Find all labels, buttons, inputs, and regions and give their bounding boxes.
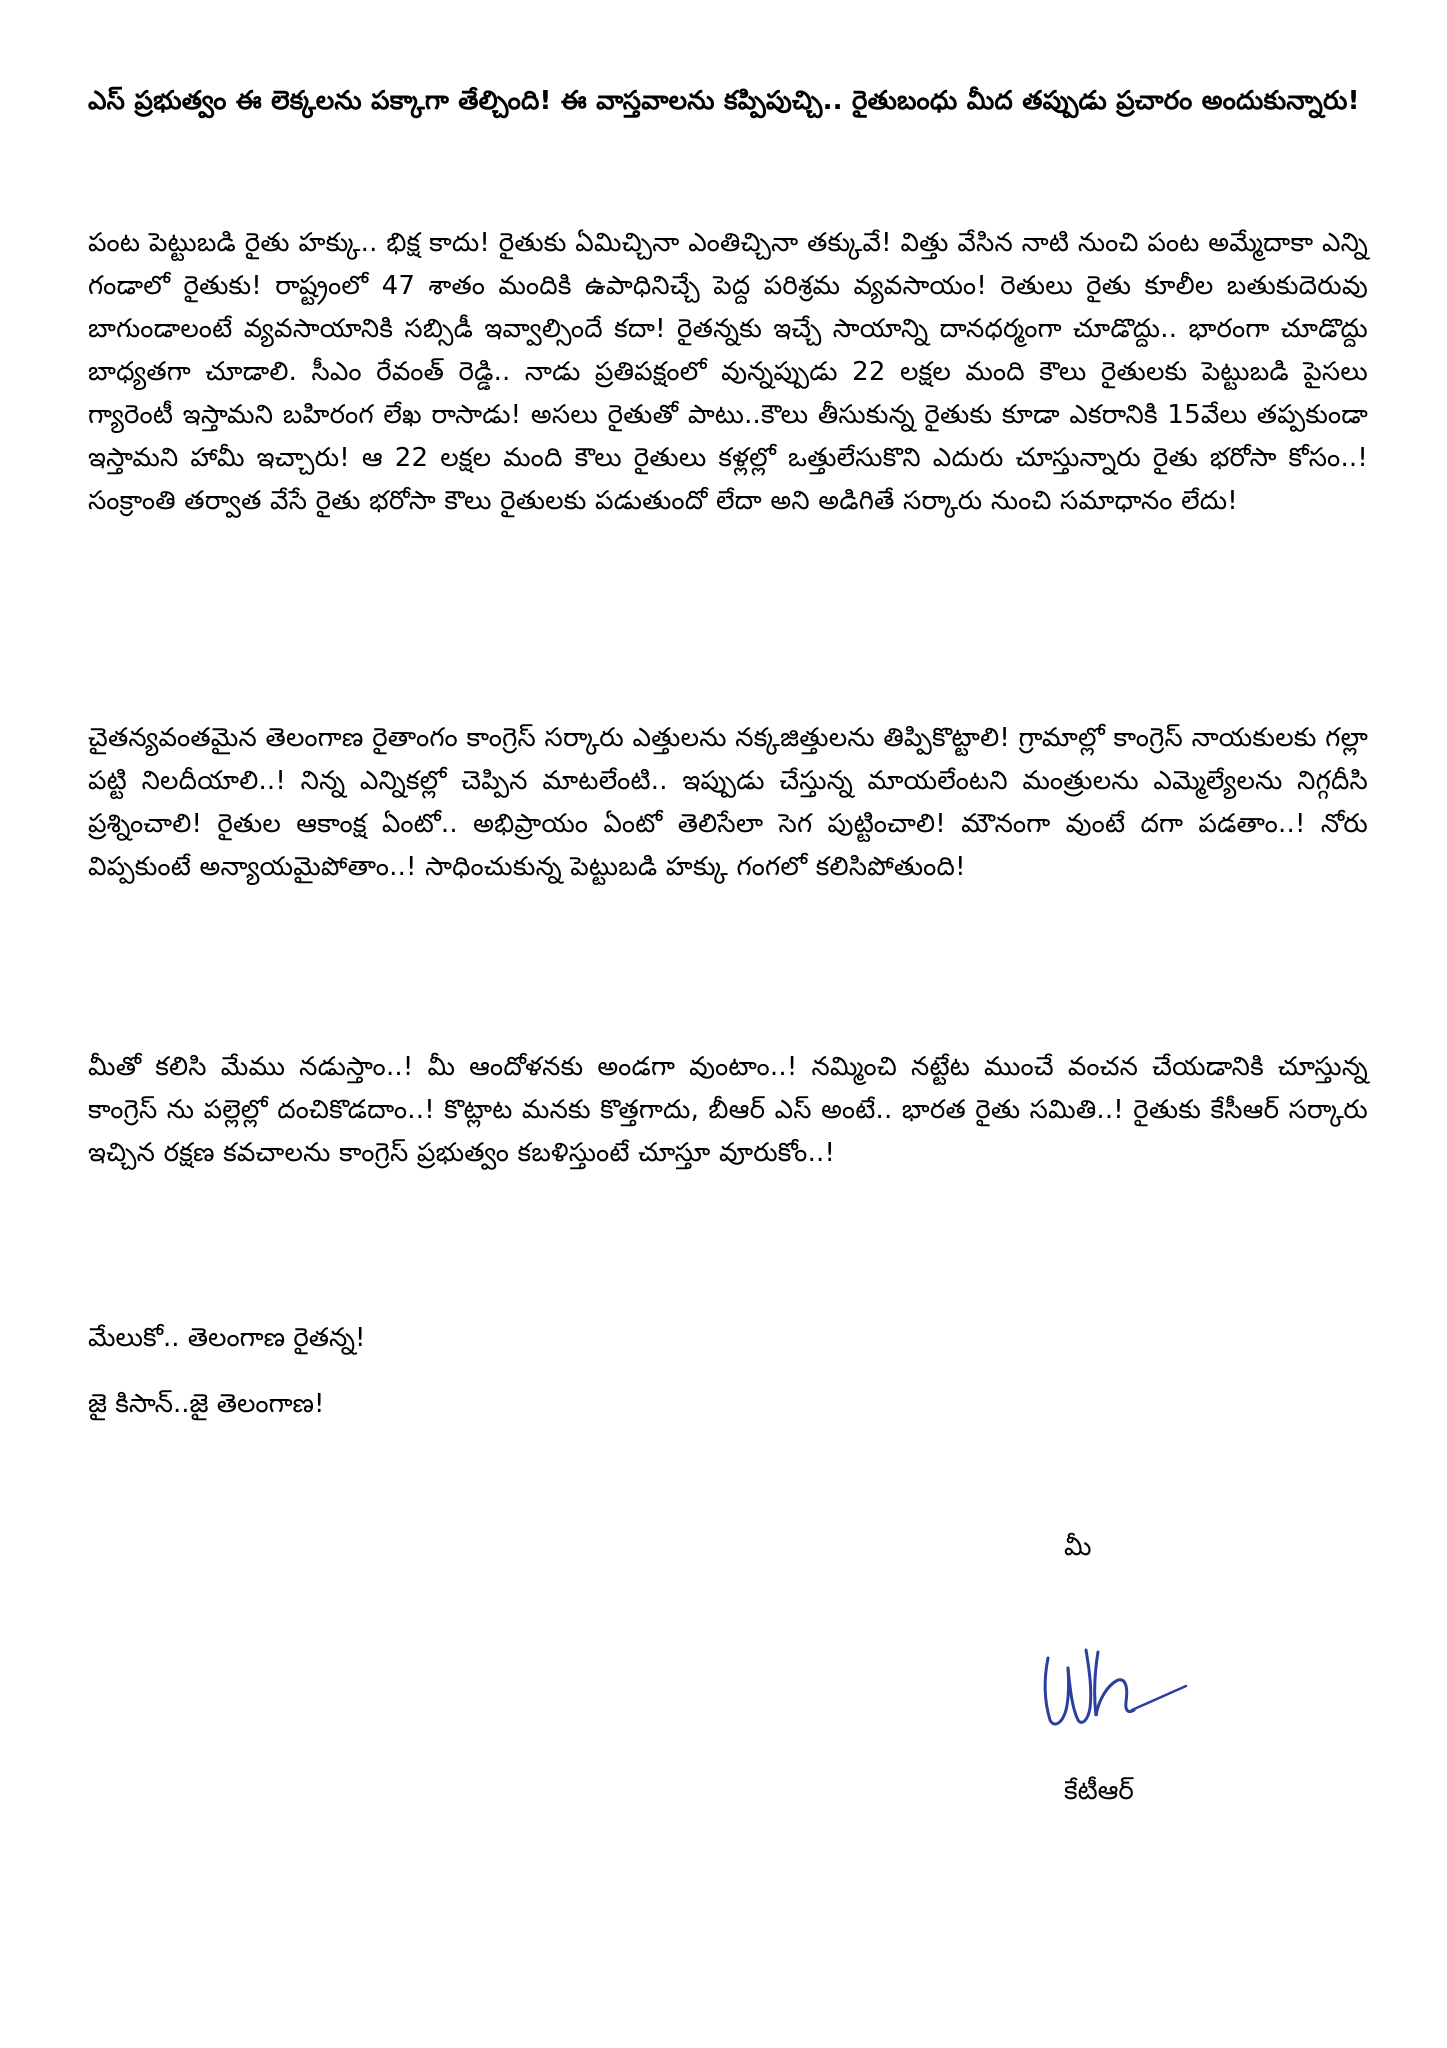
handwritten-signature: [1036, 1628, 1196, 1738]
yours-label: మీ: [1064, 1532, 1092, 1562]
paragraph-1: పంట పెట్టుబడి రైతు హక్కు.. భిక్ష కాదు! రైతుకు ఏమిచ్చినా ఎంతిచ్చినా తక్కువే! విత్తు వేసిన నాటి నుంచి పంట అమ్మేదాకా ఎన్ని గండాలో రైతుకు! రాష్ట్రంలో 47 శాతం మందికి ఉపాధినిచ్చే పెద్ద పరిశ్రమ వ్యవసాయం! రెతులు రైతు కూలీల బతుకుదెరువు బాగుండాలంటే వ్యవసాయానికి సబ్సిడీ ఇవ్వాల్సిందే కదా! రైతన్నకు ఇచ్చే సాయాన్ని దానధర్మంగా చూడొద్దు.. భారంగా చూడొద్దు బాధ్యతగా చూడాలి. సీఎం రేవంత్ రెడ్డి.. నాడు ప్రతిపక్షంలో వున్నప్పుడు 22 లక్షల మంది కౌలు రైతులకు పెట్టుబడి పైసలు గ్యారెంటీ ఇస్తామని బహిరంగ లేఖ రాసాడు! అసలు రైతుతో పాటు..కౌలు తీసుకున్న రైతుకు కూడా ఎకరానికి 15వేలు తప్పకుండా ఇస్తామని హామీ ఇచ్చారు! ఆ 22 లక్షల మంది కౌలు రైతులు కళ్లల్లో ఒత్తులేసుకొని ఎదురు చూస్తున్నారు రైతు భరోసా కోసం..! సంక్రాంతి తర్వాత వేసే రైతు భరోసా కౌలు రైతులకు పడుతుందో లేదా అని అడిగితే సర్కారు నుంచి సమాధానం లేదు!: [88, 228, 1368, 516]
paragraph-2: చైతన్యవంతమైన తెలంగాణ రైతాంగం కాంగ్రెస్ సర్కారు ఎత్తులను నక్కజిత్తులను తిప్పికొట్టాలి! గ్రామాల్లో కాంగ్రెస్ నాయకులకు గల్లా పట్టి నిలదీయాలి..! నిన్న ఎన్నికల్లో చెప్పిన మాటలేంటి.. ఇప్పుడు చేస్తున్న మాయలేంటని మంత్రులను ఎమ్మెల్యేలను నిగ్గదీసి ప్రశ్నించాలి! రైతుల ఆకాంక్ష ఏంటో.. అభిప్రాయం ఏంటో తెలిసేలా సెగ పుట్టించాలి! మౌనంగా వుంటే దగా పడతాం..! నోరు విప్పకుంటే అన్యాయమైపోతాం..! సాధించుకున్న పెట్టుబడి హక్కు గంగలో కలిసిపోతుంది!: [88, 723, 1368, 882]
closing-line-slogan: జై కిసాన్..జై తెలంగాణ!: [88, 1389, 325, 1419]
closing-line-wake-up: మేలుకో.. తెలంగాణ రైతన్న!: [88, 1323, 366, 1353]
signatory-name: కేటీఆర్: [1064, 1776, 1134, 1806]
paragraph-3: మీతో కలిసి మేము నడుస్తాం..! మీ ఆందోళనకు అండగా వుంటాం..! నమ్మించి నట్టేట ముంచే వంచన చేయడానికి చూస్తున్న కాంగ్రెస్ ను పల్లెల్లో దంచికొడదాం..! కొట్లాట మనకు కొత్తగాదు, బీఆర్ ఎస్ అంటే.. భారత రైతు సమితి..! రైతుకు కేసీఆర్ సర్కారు ఇచ్చిన రక్షణ కవచాలను కాంగ్రెస్ ప్రభుత్వం కబళిస్తుంటే చూస్తూ వూరుకోం..!: [88, 1052, 1368, 1168]
intro-paragraph: ఎస్ ప్రభుత్వం ఈ లెక్కలను పక్కాగా తేల్చింది! ఈ వాస్తవాలను కప్పిపుచ్చి.. రైతుబంధు మీద తప్పుడు ప్రచారం అందుకున్నారు!: [88, 86, 1360, 116]
